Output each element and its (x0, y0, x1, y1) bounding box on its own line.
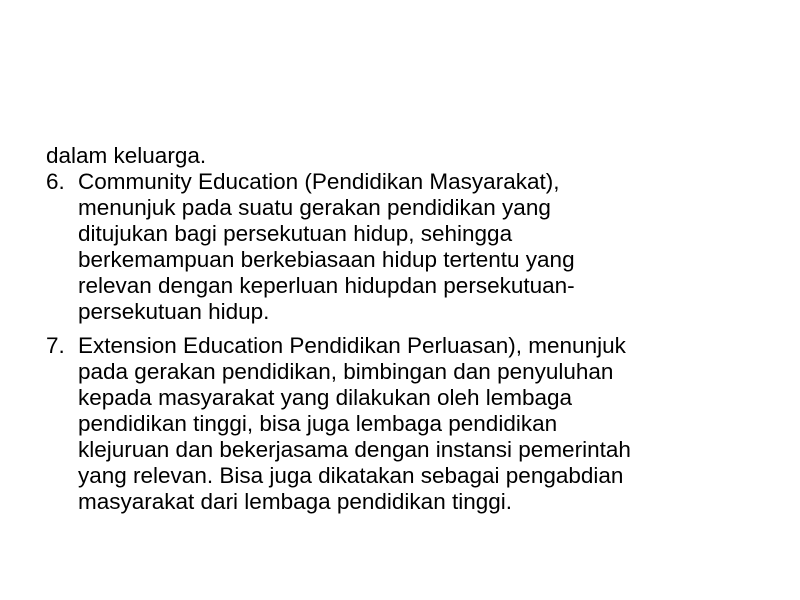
text-line: klejuruan dan bekerjasama dengan instansi pemerintah (78, 437, 631, 462)
text-line: persekutuan hidup. (78, 299, 270, 324)
text-line: berkemampuan berkebiasaan hidup tertentu yang (78, 247, 575, 272)
text-line: pendidikan tinggi, bisa juga lembaga pendidikan (78, 411, 558, 436)
text-line: masyarakat dari lembaga pendidikan tinggi. (78, 489, 513, 514)
slide-body (46, 143, 766, 515)
list-item-text (78, 169, 766, 325)
list-item-7 (46, 333, 766, 515)
list-item-6 (46, 169, 766, 325)
text-line: relevan dengan keperluan hidupdan persekutuan- (78, 273, 575, 298)
text-line: menunjuk pada suatu gerakan pendidikan yang (78, 195, 551, 220)
text-line: Extension Education Pendidikan Perluasan), menunjuk (78, 333, 626, 358)
text-line: ditujukan bagi persekutuan hidup, sehingga (78, 221, 513, 246)
text-line: yang relevan. Bisa juga dikatakan sebagai pengabdian (78, 463, 624, 488)
intro-line: dalam keluarga. (46, 143, 207, 168)
list-item-number: 6. (46, 169, 65, 194)
list-item-number: 7. (46, 333, 65, 358)
list-item-text (78, 333, 766, 515)
text-line: Community Education (Pendidikan Masyarakat), (78, 169, 560, 194)
text-line: kepada masyarakat yang dilakukan oleh lembaga (78, 385, 573, 410)
text-line: pada gerakan pendidikan, bimbingan dan penyuluhan (78, 359, 614, 384)
